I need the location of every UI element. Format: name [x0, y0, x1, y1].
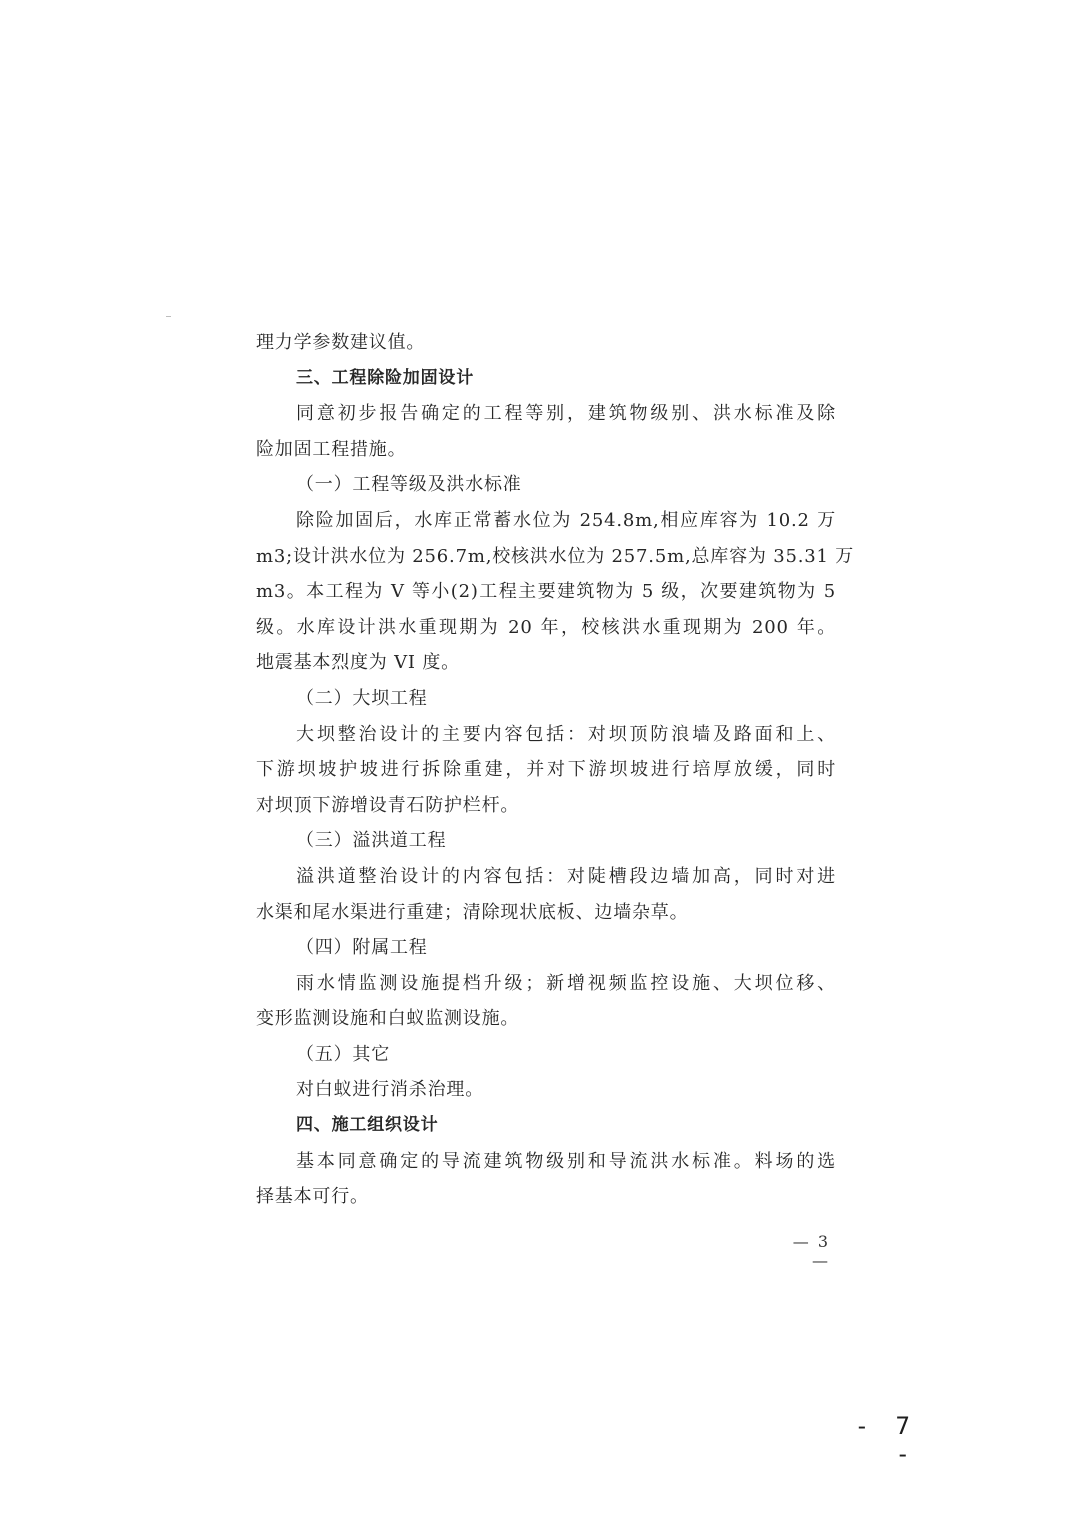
paragraph-line: 理力学参数建议值。	[256, 332, 426, 353]
paragraph-line: 溢洪道整治设计的内容包括：对陡槽段边墙加高，同时对进	[296, 865, 836, 887]
paragraph-line: 除险加固后，水库正常蓄水位为 254.8m,相应库容为 10.2 万	[296, 509, 836, 531]
paragraph-line: 地震基本烈度为 VI 度。	[256, 652, 460, 674]
subsection-heading-1: （一）工程等级及洪水标准	[296, 474, 522, 496]
paragraph-line: 级。水库设计洪水重现期为 20 年，校核洪水重现期为 200 年。	[256, 616, 836, 638]
body-text	[256, 325, 855, 1215]
paragraph-line: 变形监测设施和白蚁监测设施。	[256, 1008, 520, 1030]
scan-speck	[166, 316, 171, 317]
outer-page-number: - 7 -	[854, 1412, 916, 1468]
paragraph-line: 雨水情监测设施提档升级；新增视频监控设施、大坝位移、	[296, 972, 836, 994]
paragraph-line: m3。本工程为 V 等小(2)工程主要建筑物为 5 级，次要建筑物为 5	[256, 581, 836, 603]
paragraph-line: 对坝顶下游增设青石防护栏杆。	[256, 794, 520, 816]
subsection-heading-3: （三）溢洪道工程	[296, 830, 447, 852]
paragraph-line: 水渠和尾水渠进行重建；清除现状底板、边墙杂草。	[256, 901, 689, 923]
section-heading-4: 四、施工组织设计	[296, 1115, 439, 1136]
section-heading-3: 三、工程除险加固设计	[296, 367, 474, 388]
paragraph-line: 对白蚁进行消杀治理。	[296, 1079, 484, 1101]
paragraph-line: 同意初步报告确定的工程等别，建筑物级别、洪水标准及除	[296, 403, 836, 425]
subsection-heading-4: （四）附属工程	[296, 937, 428, 959]
paragraph-line: 择基本可行。	[256, 1186, 369, 1208]
subsection-heading-2: （二）大坝工程	[296, 687, 428, 709]
inner-page-number: — 3 —	[792, 1232, 830, 1270]
paragraph-line: 基本同意确定的导流建筑物级别和导流洪水标准。料场的选	[296, 1150, 836, 1172]
subsection-heading-5: （五）其它	[296, 1043, 390, 1065]
paragraph-line: 下游坝坡护坡进行拆除重建，并对下游坝坡进行培厚放缓，同时	[256, 759, 836, 781]
paragraph-line: 大坝整治设计的主要内容包括：对坝顶防浪墙及路面和上、	[296, 723, 836, 745]
paragraph-line: m3;设计洪水位为 256.7m,校核洪水位为 257.5m,总库容为 35.31 万	[256, 545, 855, 567]
paragraph-line: 险加固工程措施。	[256, 438, 407, 460]
